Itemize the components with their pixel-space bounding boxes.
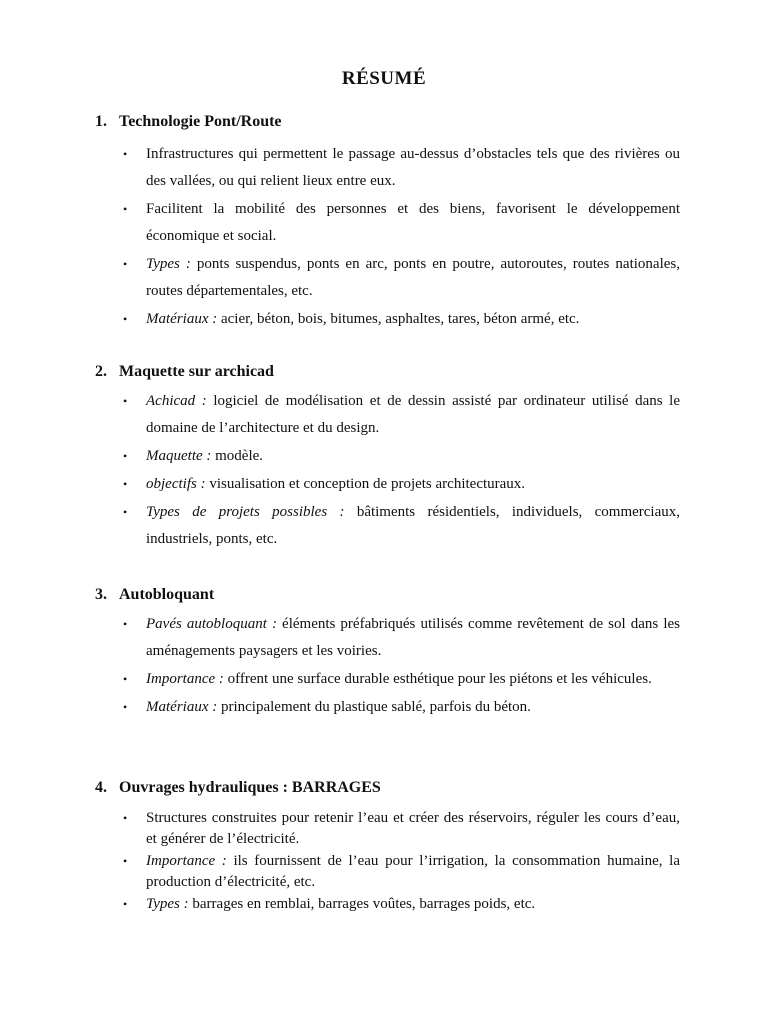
- list-item: [95, 808, 680, 850]
- bullet-icon: •: [123, 394, 128, 408]
- item-label: Importance :: [146, 671, 224, 687]
- bullet-icon: •: [123, 897, 128, 911]
- item-text: offrent une surface durable esthétique pour les piétons et les véhicules.: [223, 671, 652, 687]
- list-item: [95, 499, 680, 553]
- item-label: Achicad :: [146, 393, 207, 409]
- bullet-icon: •: [123, 617, 128, 631]
- item-text: acier, béton, bois, bitumes, asphaltes, tares, béton armé, etc.: [217, 311, 580, 327]
- bullet-icon: •: [123, 147, 128, 161]
- bullet-list: [95, 388, 680, 553]
- item-label: Matériaux :: [146, 699, 218, 715]
- section-heading: [95, 111, 680, 133]
- item-text: Structures construites pour retenir l’eau et créer des réservoirs, réguler les cours d’eau, et générer de l’électricité.: [146, 810, 680, 847]
- item-text: logiciel de modélisation et de dessin assisté par ordinateur utilisé dans le domaine de l’architecture et du design.: [146, 393, 681, 436]
- item-text: bâtiments résidentiels, individuels, commerciaux, industriels, ponts, etc.: [146, 504, 680, 547]
- item-label: Matériaux :: [146, 311, 218, 327]
- section-number: 3.: [95, 586, 107, 603]
- section-heading: [95, 361, 680, 383]
- bullet-icon: •: [123, 312, 128, 326]
- item-text: principalement du plastique sablé, parfois du béton.: [217, 699, 531, 715]
- bullet-icon: •: [123, 700, 128, 714]
- item-label: Importance :: [146, 853, 227, 869]
- bullet-icon: •: [123, 257, 128, 271]
- section-number: 1.: [95, 113, 107, 130]
- bullet-icon: •: [123, 449, 128, 463]
- section-maquette-archicad: [95, 361, 680, 554]
- item-label: Types :: [146, 896, 189, 912]
- item-text: modèle.: [211, 448, 264, 464]
- section-heading: [95, 777, 680, 799]
- document-title: RÉSUMÉ: [341, 68, 427, 89]
- list-item: [95, 388, 680, 442]
- list-item: [95, 666, 680, 693]
- item-text: ils fournissent de l’eau pour l’irrigation, la consommation humaine, la production d’électricité, etc.: [146, 853, 680, 890]
- bullet-icon: •: [123, 672, 128, 686]
- section-title: Maquette sur archicad: [119, 363, 274, 380]
- section-technologie-pont-route: [95, 111, 680, 334]
- section-number: 2.: [95, 363, 107, 380]
- list-item: [95, 894, 680, 915]
- list-item: [95, 611, 680, 665]
- bullet-icon: •: [123, 202, 128, 216]
- section-autobloquant: [95, 584, 680, 722]
- list-item: [95, 851, 680, 893]
- list-item: [95, 306, 680, 333]
- list-item: [95, 141, 680, 195]
- list-item: [95, 196, 680, 250]
- item-text: barrages en remblai, barrages voûtes, barrages poids, etc.: [188, 896, 536, 912]
- item-text: éléments préfabriqués utilisés comme revêtement de sol dans les aménagements paysagers et les voiries.: [146, 616, 680, 659]
- bullet-list: [95, 808, 680, 915]
- bullet-list: [95, 611, 680, 721]
- section-title: Autobloquant: [119, 586, 215, 603]
- item-text: visualisation et conception de projets architecturaux.: [205, 476, 526, 492]
- item-text: Infrastructures qui permettent le passage au-dessus d’obstacles tels que des rivières ou des vallées, ou qui relient lieux entre eux.: [146, 146, 680, 189]
- item-label: Maquette :: [146, 448, 212, 464]
- item-label: Types :: [146, 256, 191, 272]
- list-item: [95, 471, 680, 498]
- item-label: Types de projets possibles :: [146, 504, 345, 520]
- bullet-icon: •: [123, 811, 128, 825]
- item-label: objectifs :: [146, 476, 206, 492]
- item-text: Facilitent la mobilité des personnes et des biens, favorisent le développement économique et social.: [146, 201, 680, 244]
- list-item: [95, 694, 680, 721]
- section-title: Technologie Pont/Route: [119, 113, 282, 130]
- bullet-icon: •: [123, 477, 128, 491]
- section-heading: [95, 584, 680, 606]
- bullet-icon: •: [123, 854, 128, 868]
- item-text: ponts suspendus, ponts en arc, ponts en poutre, autoroutes, routes nationales, routes départementales, etc.: [146, 256, 680, 299]
- bullet-list: [95, 141, 680, 333]
- list-item: [95, 443, 680, 470]
- section-ouvrages-hydrauliques: [95, 777, 680, 916]
- section-number: 4.: [95, 779, 107, 796]
- item-label: Pavés autobloquant :: [146, 616, 277, 632]
- bullet-icon: •: [123, 505, 128, 519]
- list-item: [95, 251, 680, 305]
- section-title: Ouvrages hydrauliques : BARRAGES: [119, 779, 381, 796]
